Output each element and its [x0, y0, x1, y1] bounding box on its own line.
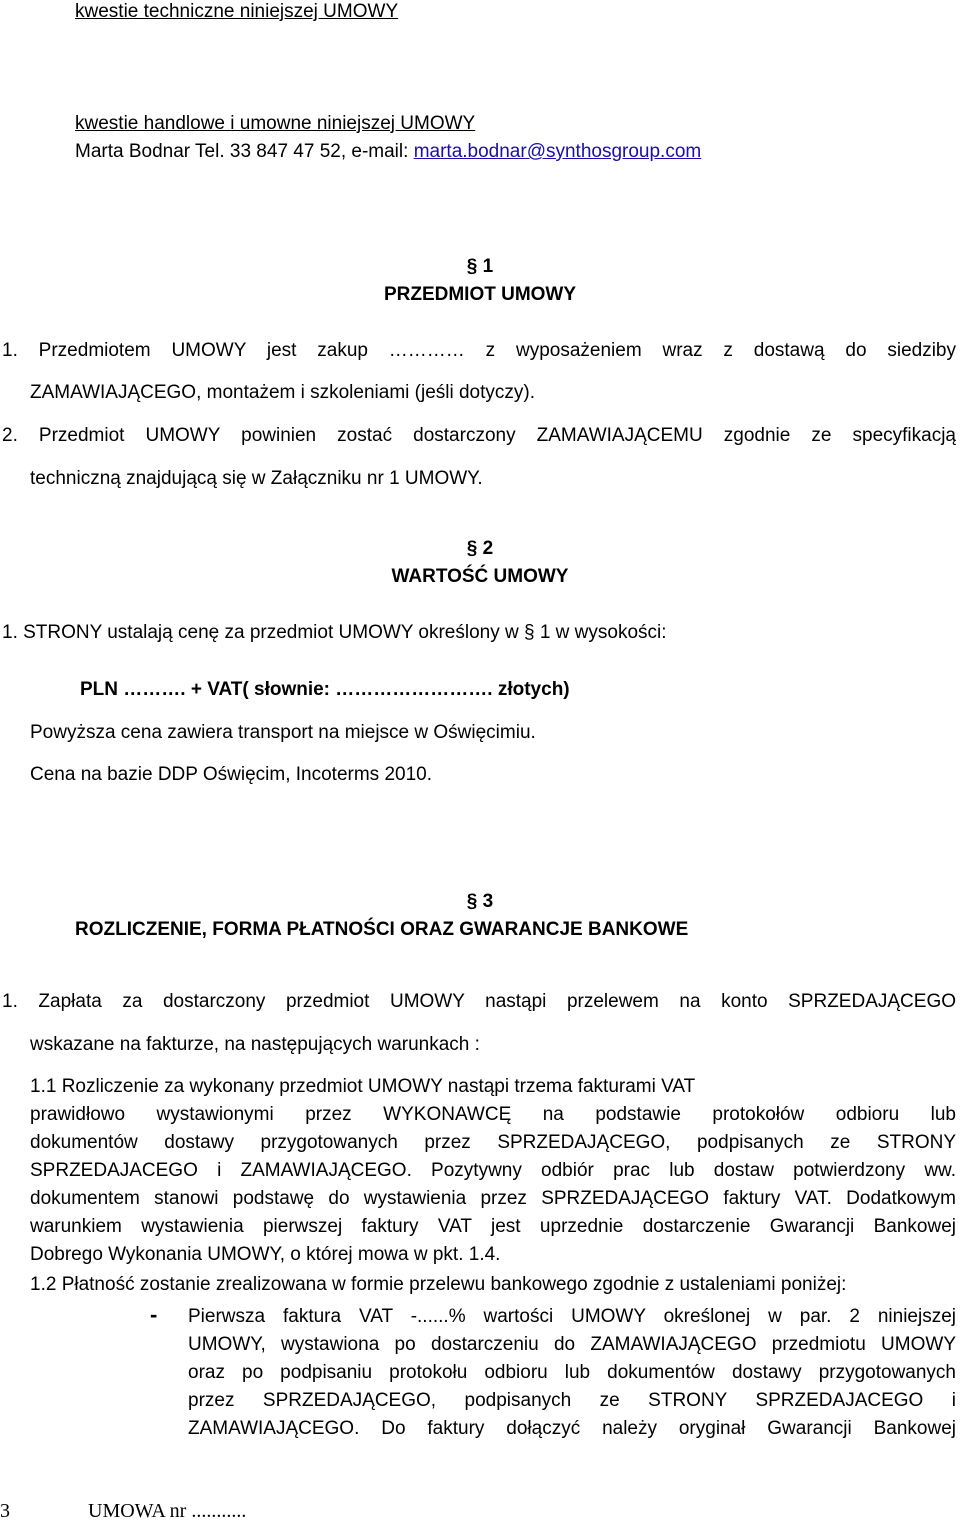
section-3-title: ROZLICZENIE, FORMA PŁATNOŚCI ORAZ GWARANCJE BANKOWE	[75, 919, 689, 940]
section-2-title: WARTOŚĆ UMOWY	[391, 566, 569, 587]
bullet-1-line-3: oraz po podpisaniu protokołu odbioru lub dokumentów dostawy przygotowanych	[188, 1362, 956, 1383]
section-2-number: § 2	[466, 538, 494, 559]
bullet-1-line-1: Pierwsza faktura VAT -......% wartości UMOWY określonej w par. 2 niniejszej	[188, 1306, 956, 1327]
s1-paragraph-1-line-1: 1. Przedmiotem UMOWY jest zakup ………… z wyposażeniem wraz z dostawą do siedziby	[2, 340, 956, 361]
s3-point-1-1-line-1: 1.1 Rozliczenie za wykonany przedmiot UMOWY nastąpi trzema fakturami VAT	[30, 1076, 696, 1097]
s2-paragraph-1: 1. STRONY ustalają cenę za przedmiot UMOWY określony w § 1 w wysokości:	[2, 622, 667, 643]
section-3-number: § 3	[466, 891, 494, 912]
s1-paragraph-2-line-2: techniczną znajdującą się w Załączniku nr 1 UMOWY.	[30, 468, 483, 489]
s3-point-1-1-line-6: warunkiem wystawienia pierwszej faktury VAT jest uprzednie dostarczenie Gwarancji Bankowej	[30, 1216, 956, 1237]
bullet-dash: -	[150, 1302, 158, 1327]
contact-prefix: Marta Bodnar Tel. 33 847 47 52, e-mail:	[75, 141, 414, 162]
price-note-transport: Powyższa cena zawiera transport na miejsce w Oświęcimiu.	[30, 722, 536, 743]
s3-point-1-1-line-4: SPRZEDAJACEGO i ZAMAWIAJĄCEGO. Pozytywny odbiór prac lub dostaw potwierdzony ww.	[30, 1160, 956, 1181]
price-note-incoterms: Cena na bazie DDP Oświęcim, Incoterms 2010.	[30, 764, 432, 785]
bullet-1-line-5: ZAMAWIAJĄCEGO. Do faktury dołączyć należy oryginał Gwarancji Bankowej	[188, 1418, 956, 1439]
s3-point-1-1-line-5: dokumentem stanowi podstawę do wystawienia przez SPRZEDAJĄCEGO faktury VAT. Dodatkowym	[30, 1188, 956, 1209]
email-link[interactable]: marta.bodnar@synthosgroup.com	[413, 141, 702, 162]
tech-contact-label: kwestie techniczne niniejszej UMOWY	[75, 1, 399, 22]
s3-point-1-2-line-1: 1.2 Płatność zostanie zrealizowana w formie przelewu bankowego zgodnie z ustaleniami poniżej:	[30, 1274, 847, 1295]
s3-point-1-1-line-7: Dobrego Wykonania UMOWY, o której mowa w pkt. 1.4.	[30, 1244, 501, 1265]
footer-doc-label: UMOWA nr ...........	[88, 1500, 247, 1522]
commercial-contact-label: kwestie handlowe i umowne niniejszej UMOWY	[75, 113, 476, 134]
contact-line	[75, 141, 701, 163]
s1-paragraph-1-line-2: ZAMAWIAJĄCEGO, montażem i szkoleniami (jeśli dotyczy).	[30, 382, 536, 403]
s3-point-1-1-line-3: dokumentów dostawy przygotowanych przez SPRZEDAJĄCEGO, podpisanych ze STRONY	[30, 1132, 956, 1153]
s3-point-1-1-line-2: prawidłowo wystawionymi przez WYKONAWCĘ na podstawie protokołów odbioru lub	[30, 1104, 956, 1125]
s3-paragraph-1-line-1: 1. Zapłata za dostarczony przedmiot UMOWY nastąpi przelewem na konto SPRZEDAJĄCEGO	[2, 991, 956, 1012]
bullet-1-line-2: UMOWY, wystawiona po dostarczeniu do ZAMAWIAJĄCEGO przedmiotu UMOWY	[188, 1334, 956, 1355]
footer-page-number: 3	[0, 1500, 10, 1522]
s3-paragraph-1-line-2: wskazane na fakturze, na następujących warunkach :	[30, 1034, 480, 1055]
section-1-number: § 1	[466, 256, 494, 277]
section-1-title: PRZEDMIOT UMOWY	[383, 284, 577, 305]
bullet-1-line-4: przez SPRZEDAJĄCEGO, podpisanych ze STRONY SPRZEDAJACEGO i	[188, 1390, 956, 1411]
price-line: PLN ………. + VAT( słownie: ……………………. złotych)	[80, 679, 570, 700]
s1-paragraph-2-line-1: 2. Przedmiot UMOWY powinien zostać dostarczony ZAMAWIAJĄCEMU zgodnie ze specyfikacją	[2, 425, 956, 446]
